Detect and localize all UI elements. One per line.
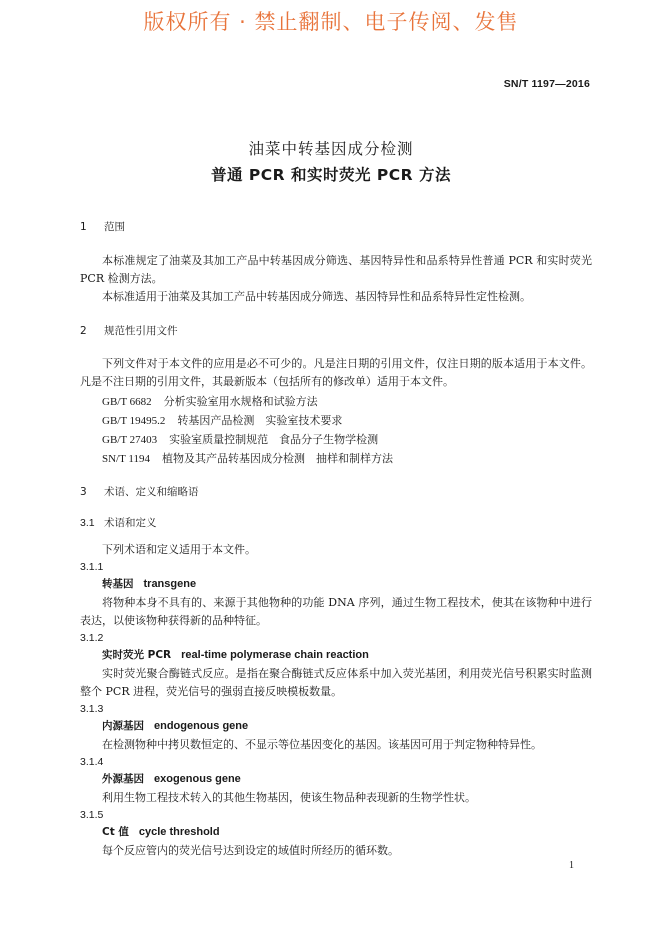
- term-number: 3.1.5: [80, 809, 104, 821]
- term-english: transgene: [143, 578, 197, 590]
- reference-item: [102, 411, 393, 430]
- section-number: 1: [80, 221, 87, 233]
- reference-title: 实验室质量控制规范 食品分子生物学检测: [169, 433, 379, 446]
- term-definition: 在检测物种中拷贝数恒定的、不显示等位基因变化的基因。该基因可用于判定物种特异性。: [102, 738, 542, 751]
- reference-item: [102, 430, 393, 449]
- subsection-3-1-heading: [80, 516, 157, 530]
- term-definition: 将物种本身不具有的、来源于其他物种的功能 DNA 序列，通过生物工程技术，使其在该物种中进行表达，以使该物种获得新的品种特征。: [80, 596, 592, 627]
- reference-code: SN/T 1194: [102, 453, 150, 465]
- subsection-number: 3.1: [80, 517, 95, 529]
- term-number: 3.1.4: [80, 756, 104, 768]
- term-heading: [102, 825, 220, 839]
- term-number: 3.1.2: [80, 632, 104, 644]
- term-number: 3.1.1: [80, 561, 104, 573]
- term-definition: 每个反应管内的荧光信号达到设定的域值时所经历的循环数。: [102, 844, 399, 857]
- normative-refs-paragraph: 下列文件对于本文件的应用是必不可少的。凡是注日期的引用文件，仅注日期的版本适用于本文件。凡是不注日期的引用文件，其最新版本（包括所有的修改单）适用于本文件。: [80, 357, 592, 388]
- section-3-heading: [80, 485, 199, 499]
- reference-title: 植物及其产品转基因成分检测 抽样和制样方法: [161, 452, 393, 465]
- section-title: 规范性引用文件: [104, 325, 178, 337]
- page-number: 1: [569, 860, 574, 871]
- section-1-heading: [80, 220, 125, 234]
- term-number: 3.1.3: [80, 703, 104, 715]
- scope-paragraph-2: 本标准适用于油菜及其加工产品中转基因成分筛选、基因特异性和品系特异性定性检测。: [102, 290, 531, 303]
- subsection-title: 术语和定义: [104, 517, 157, 529]
- term-chinese: Ct 值: [102, 826, 129, 838]
- reference-title: 转基因产品检测 实验室技术要求: [177, 414, 343, 427]
- term-heading: [102, 648, 369, 662]
- reference-list: [102, 392, 393, 468]
- term-heading: [102, 577, 196, 591]
- term-english: exogenous gene: [154, 773, 241, 785]
- term-definition: 实时荧光聚合酶链式反应。是指在聚合酶链式反应体系中加入荧光基团，利用荧光信号积累实时监测整个 PCR 进程，荧光信号的强弱直接反映模板数量。: [80, 667, 592, 698]
- section-number: 2: [80, 325, 87, 337]
- term-english: cycle threshold: [138, 826, 220, 838]
- term-chinese: 外源基因: [102, 773, 144, 785]
- reference-item: [102, 392, 393, 411]
- section-title: 术语、定义和缩略语: [104, 486, 199, 498]
- scope-paragraph-1: 本标准规定了油菜及其加工产品中转基因成分筛选、基因特异性和品系特异性普通 PCR 和实时荧光 PCR 检测方法。: [80, 254, 592, 285]
- document-subtitle: 普通 PCR 和实时荧光 PCR 方法: [211, 166, 451, 184]
- term-heading: [102, 719, 248, 733]
- term-heading: [102, 772, 241, 786]
- reference-code: GB/T 27403: [102, 434, 158, 446]
- reference-code: GB/T 19495.2: [102, 415, 166, 427]
- document-title: 油菜中转基因成分检测: [248, 140, 414, 158]
- section-title: 范围: [104, 221, 125, 233]
- term-chinese: 内源基因: [102, 720, 144, 732]
- reference-item: [102, 449, 393, 468]
- reference-code: GB/T 6682: [102, 396, 152, 408]
- section-number: 3: [80, 486, 87, 498]
- term-chinese: 实时荧光 PCR: [102, 649, 172, 661]
- term-definition: 利用生物工程技术转入的其他生物基因，使该生物品种表现新的生物学性状。: [102, 791, 476, 804]
- term-chinese: 转基因: [102, 578, 134, 590]
- section-2-heading: [80, 324, 178, 338]
- standard-code: SN/T 1197—2016: [503, 78, 590, 90]
- term-english: endogenous gene: [154, 720, 249, 732]
- reference-title: 分析实验室用水规格和试验方法: [163, 395, 318, 408]
- term-english: real-time polymerase chain reaction: [181, 649, 369, 661]
- terms-intro: 下列术语和定义适用于本文件。: [102, 543, 256, 556]
- copyright-watermark: 版权所有 · 禁止翻制、电子传阅、发售: [143, 10, 519, 34]
